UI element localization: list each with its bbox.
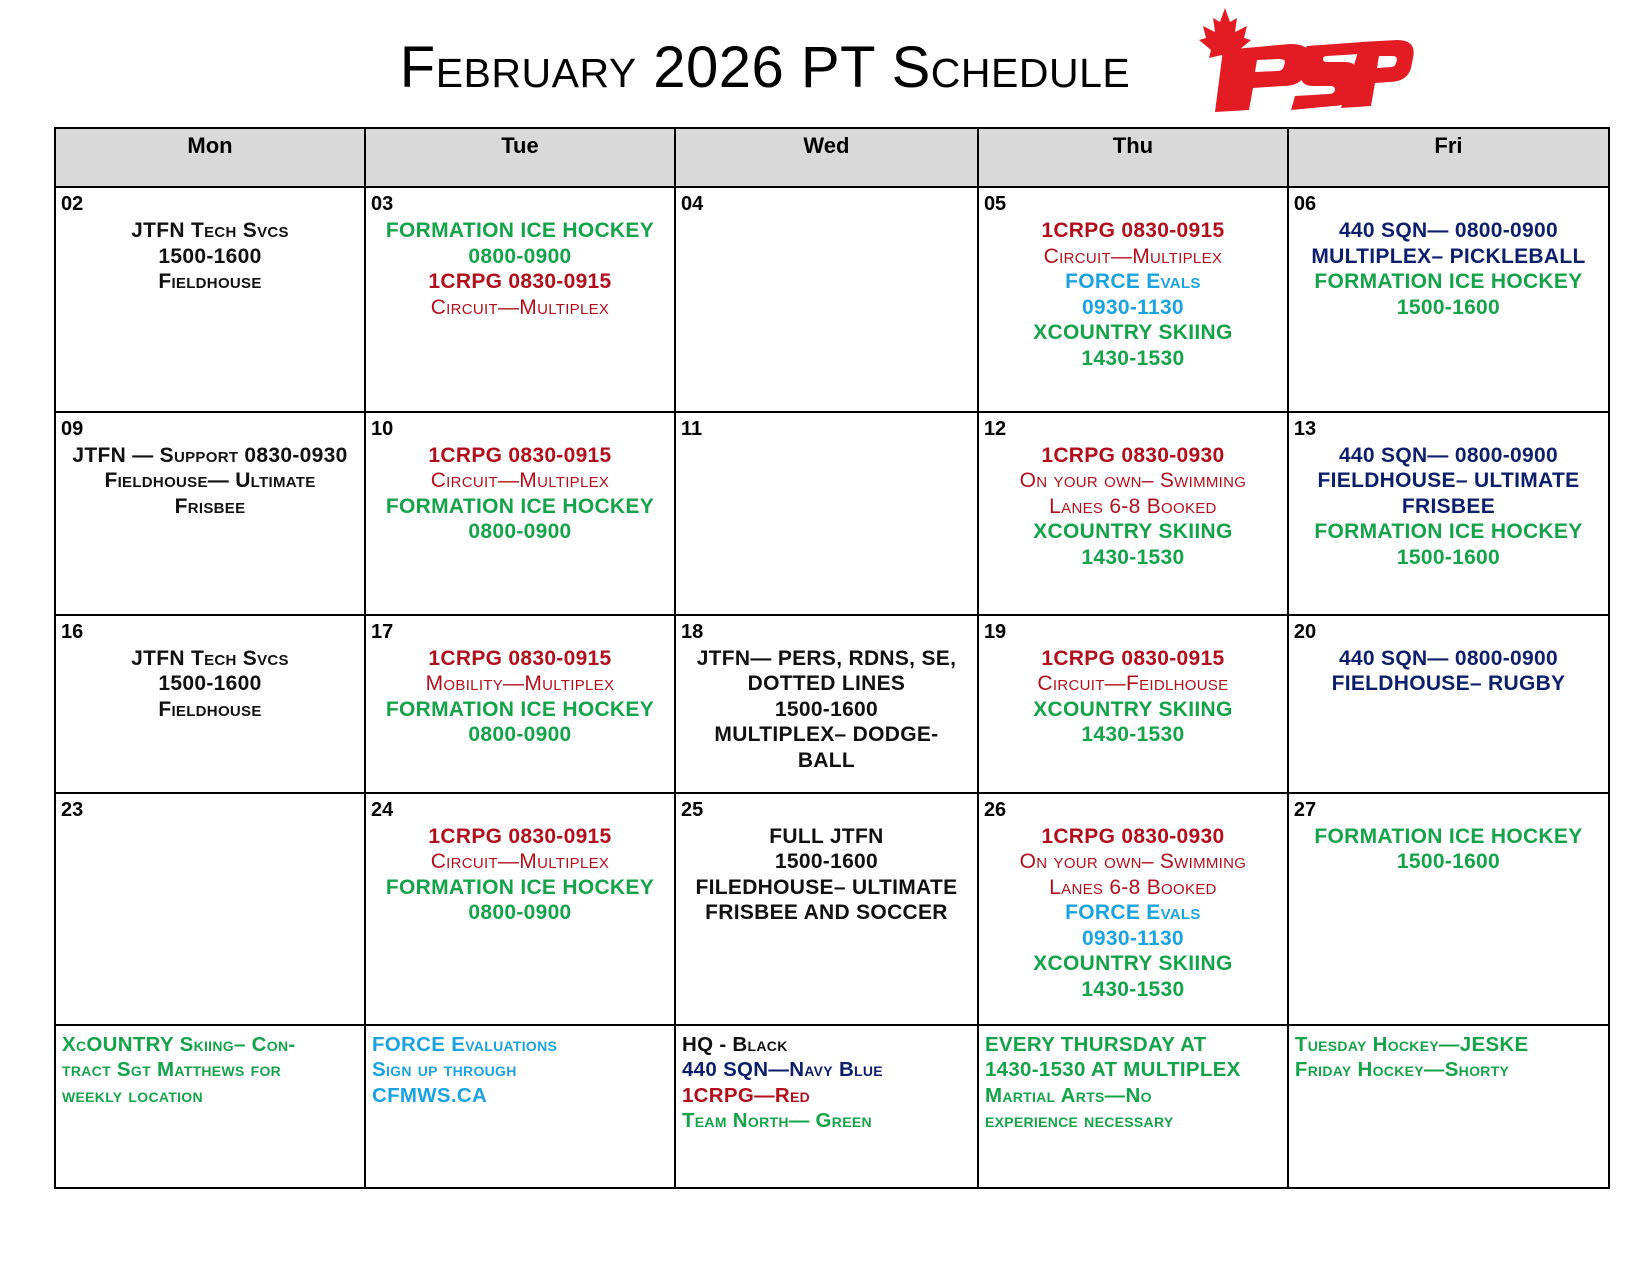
note-cell — [365, 1025, 675, 1188]
week-row — [55, 412, 1609, 615]
event-line: 1430-1530 AT MULTIPLEX — [984, 1058, 1241, 1082]
event-list — [366, 443, 674, 545]
event-line: 1CRPG 0830-0915 — [428, 270, 612, 293]
event-list — [1289, 443, 1608, 571]
weekday-header-tue: Tue — [365, 128, 675, 187]
event-line: tract Sgt Matthews for — [62, 1058, 282, 1082]
event-line: XCOUNTRY SKIING — [1033, 520, 1233, 544]
event-line: 1500-1600 — [774, 697, 879, 721]
day-number: 05 — [983, 193, 1007, 215]
event-line: On your own– Swimming — [1019, 469, 1247, 493]
day-cell-06 — [1288, 187, 1609, 412]
event-list — [1289, 824, 1608, 875]
day-number: 23 — [61, 798, 84, 821]
weekday-header-row — [55, 128, 1609, 187]
event-line: weekly location — [62, 1083, 203, 1107]
day-cell-13 — [1288, 412, 1609, 615]
event-line: FRISBEE AND SOCCER — [705, 901, 948, 925]
event-line: Circuit—Multiplex — [430, 469, 610, 493]
day-cell-02 — [55, 187, 365, 412]
event-line: 1500-1600 — [1396, 850, 1501, 874]
event-line: Team North— Green — [681, 1109, 872, 1133]
day-number: 19 — [983, 620, 1007, 643]
event-line: 1CRPG 0830-0930 — [1041, 443, 1225, 467]
event-line: 1CRPG 0830-0915 — [428, 646, 612, 670]
event-line: MULTIPLEX– DODGE- — [714, 723, 939, 747]
note-text — [1289, 1026, 1608, 1083]
day-number: 03 — [370, 193, 394, 215]
event-line: Fieldhouse — [158, 697, 262, 721]
day-number: 06 — [1293, 193, 1317, 215]
weekday-header-mon: Mon — [55, 128, 365, 187]
event-line: EVERY THURSDAY AT — [984, 1032, 1207, 1056]
event-line: 440 SQN— 0800-0900 — [1338, 443, 1558, 467]
note-cell — [55, 1025, 365, 1188]
event-list — [979, 443, 1287, 571]
event-line: Fieldhouse — [158, 270, 262, 293]
event-line: 440 SQN— 0800-0900 — [1338, 219, 1558, 242]
day-cell-17 — [365, 615, 675, 793]
event-line: Tuesday Hockey—JESKE — [1294, 1032, 1529, 1056]
event-line: 1500-1600 — [774, 850, 879, 874]
day-cell-05 — [978, 187, 1288, 412]
event-line: CFMWS.CA — [371, 1083, 488, 1107]
event-line: FORMATION ICE HOCKEY — [1314, 270, 1583, 293]
day-cell-12 — [978, 412, 1288, 615]
event-line: XCOUNTRY SKIING — [1033, 697, 1233, 721]
event-line: JTFN Tech Svcs — [131, 646, 289, 670]
event-line: Fieldhouse— Ultimate — [104, 469, 316, 493]
event-line: FORCE Evaluations — [371, 1032, 558, 1056]
event-line: 1430-1530 — [1081, 977, 1185, 1001]
day-cell-25 — [675, 793, 978, 1025]
event-line: 1430-1530 — [1081, 545, 1185, 569]
day-number: 10 — [370, 417, 394, 440]
event-line: 0930-1130 — [1081, 926, 1184, 950]
day-number: 12 — [983, 417, 1007, 440]
note-text — [676, 1026, 977, 1134]
event-line: 1CRPG 0830-0915 — [1041, 219, 1225, 242]
event-line: XcOUNTRY Skiing– Con- — [62, 1032, 296, 1056]
event-line: 1500-1600 — [1396, 545, 1501, 569]
event-line: 1500-1600 — [158, 244, 262, 268]
day-number: 09 — [61, 417, 84, 440]
note-cell — [675, 1025, 978, 1188]
event-list — [979, 218, 1287, 371]
day-cell-18 — [675, 615, 978, 793]
day-cell-16 — [55, 615, 365, 793]
event-line: MULTIPLEX– PICKLEBALL — [1311, 244, 1586, 268]
event-line: 0800-0900 — [468, 723, 572, 747]
week-row — [55, 793, 1609, 1025]
notes-row — [55, 1025, 1609, 1188]
calendar-table — [54, 127, 1610, 1189]
day-cell-20 — [1288, 615, 1609, 793]
event-line: Friday Hockey—Shorty — [1294, 1058, 1510, 1082]
event-line: 1CRPG 0830-0915 — [428, 824, 612, 848]
event-line: Frisbee — [174, 494, 246, 518]
event-list — [676, 646, 977, 774]
event-line: XCOUNTRY SKIING — [1033, 952, 1233, 976]
event-list — [366, 646, 674, 748]
event-line: Circuit—Multiplex — [1043, 244, 1223, 268]
event-line: Circuit—Feidlhouse — [1037, 672, 1229, 696]
event-line: FIELDHOUSE– RUGBY — [1331, 672, 1566, 696]
event-line: 440 SQN—Navy Blue — [681, 1058, 883, 1082]
event-line: JTFN — Support 0830-0930 — [72, 443, 348, 467]
event-line: FULL JTFN — [769, 824, 884, 848]
event-line: 1500-1600 — [1396, 295, 1501, 319]
event-line: FORCE Evals — [1065, 270, 1201, 293]
day-number: 17 — [370, 620, 394, 643]
day-cell-23 — [55, 793, 365, 1025]
event-line: JTFN— PERS, RDNS, SE, — [696, 646, 957, 670]
event-line: 440 SQN— 0800-0900 — [1338, 646, 1558, 670]
day-number: 20 — [1293, 620, 1317, 643]
note-cell — [1288, 1025, 1609, 1188]
event-line: HQ - Black — [681, 1032, 788, 1056]
day-number: 13 — [1293, 417, 1317, 440]
day-cell-04 — [675, 187, 978, 412]
day-cell-11 — [675, 412, 978, 615]
event-line: 1CRPG 0830-0930 — [1041, 824, 1225, 848]
event-line: Sign up through — [371, 1058, 517, 1082]
event-list — [979, 646, 1287, 748]
psp-logo — [1195, 2, 1415, 118]
event-line: Martial Arts—No — [984, 1083, 1152, 1107]
event-line: FORMATION ICE HOCKEY — [1314, 824, 1583, 848]
event-line: 1CRPG—Red — [681, 1083, 811, 1107]
day-cell-26 — [978, 793, 1288, 1025]
event-line: 0800-0900 — [468, 901, 572, 925]
day-number: 02 — [61, 193, 84, 215]
event-line: FORMATION ICE HOCKEY — [385, 494, 655, 518]
event-line: On your own– Swimming — [1019, 850, 1247, 874]
event-line: JTFN Tech Svcs — [131, 219, 289, 242]
event-line: FORMATION ICE HOCKEY — [1314, 520, 1583, 544]
note-cell — [978, 1025, 1288, 1188]
event-list — [56, 443, 364, 520]
event-line: 1CRPG 0830-0915 — [1041, 646, 1225, 670]
event-line: BALL — [797, 748, 856, 772]
week-row — [55, 187, 1609, 412]
event-line: 1500-1600 — [158, 672, 262, 696]
event-line: FRISBEE — [1401, 494, 1496, 518]
event-line: Mobility—Multiplex — [425, 672, 615, 696]
day-number: 24 — [370, 798, 394, 821]
day-cell-09 — [55, 412, 365, 615]
event-list — [56, 218, 364, 295]
event-line: 1CRPG 0830-0915 — [428, 443, 612, 467]
weekday-header-fri: Fri — [1288, 128, 1609, 187]
event-list — [979, 824, 1287, 1003]
day-number: 04 — [680, 193, 704, 215]
event-line: FORCE Evals — [1065, 901, 1201, 925]
event-list — [56, 646, 364, 723]
event-line: FIELDHOUSE– ULTIMATE — [1317, 469, 1580, 493]
event-line: Circuit—Multiplex — [430, 295, 610, 319]
event-line: Lanes 6-8 Booked — [1049, 875, 1217, 899]
weekday-header-wed: Wed — [675, 128, 978, 187]
note-text — [366, 1026, 674, 1109]
day-number: 11 — [680, 417, 703, 440]
event-line: DOTTED LINES — [747, 672, 906, 696]
day-number: 18 — [680, 620, 704, 643]
day-number: 27 — [1293, 798, 1317, 821]
event-line: Circuit—Multiplex — [430, 850, 610, 874]
weekday-header-thu: Thu — [978, 128, 1288, 187]
day-cell-24 — [365, 793, 675, 1025]
day-number: 25 — [680, 798, 704, 821]
day-cell-03 — [365, 187, 675, 412]
week-row — [55, 615, 1609, 793]
day-cell-10 — [365, 412, 675, 615]
event-list — [366, 218, 674, 320]
event-list — [366, 824, 674, 926]
note-text — [979, 1026, 1287, 1134]
day-cell-27 — [1288, 793, 1609, 1025]
event-line: 0800-0900 — [468, 520, 572, 544]
event-line: 0930-1130 — [1081, 295, 1184, 319]
page-title: February 2026 PT Schedule — [399, 35, 1131, 100]
event-line: 1430-1530 — [1081, 723, 1185, 747]
event-line: FORMATION ICE HOCKEY — [385, 697, 655, 721]
note-text — [56, 1026, 364, 1109]
event-line: FORMATION ICE HOCKEY — [385, 219, 655, 242]
day-cell-19 — [978, 615, 1288, 793]
day-number: 16 — [61, 620, 84, 643]
day-number: 26 — [983, 798, 1007, 821]
event-line: FORMATION ICE HOCKEY — [385, 875, 655, 899]
event-line: FILEDHOUSE– ULTIMATE — [695, 875, 958, 899]
event-line: 1430-1530 — [1081, 346, 1185, 370]
event-line: XCOUNTRY SKIING — [1033, 321, 1233, 344]
event-line: 0800-0900 — [468, 244, 572, 268]
event-line: experience necessary — [984, 1109, 1174, 1133]
event-list — [1289, 218, 1608, 320]
event-list — [676, 824, 977, 926]
event-list — [1289, 646, 1608, 697]
event-line: Lanes 6-8 Booked — [1049, 494, 1217, 518]
